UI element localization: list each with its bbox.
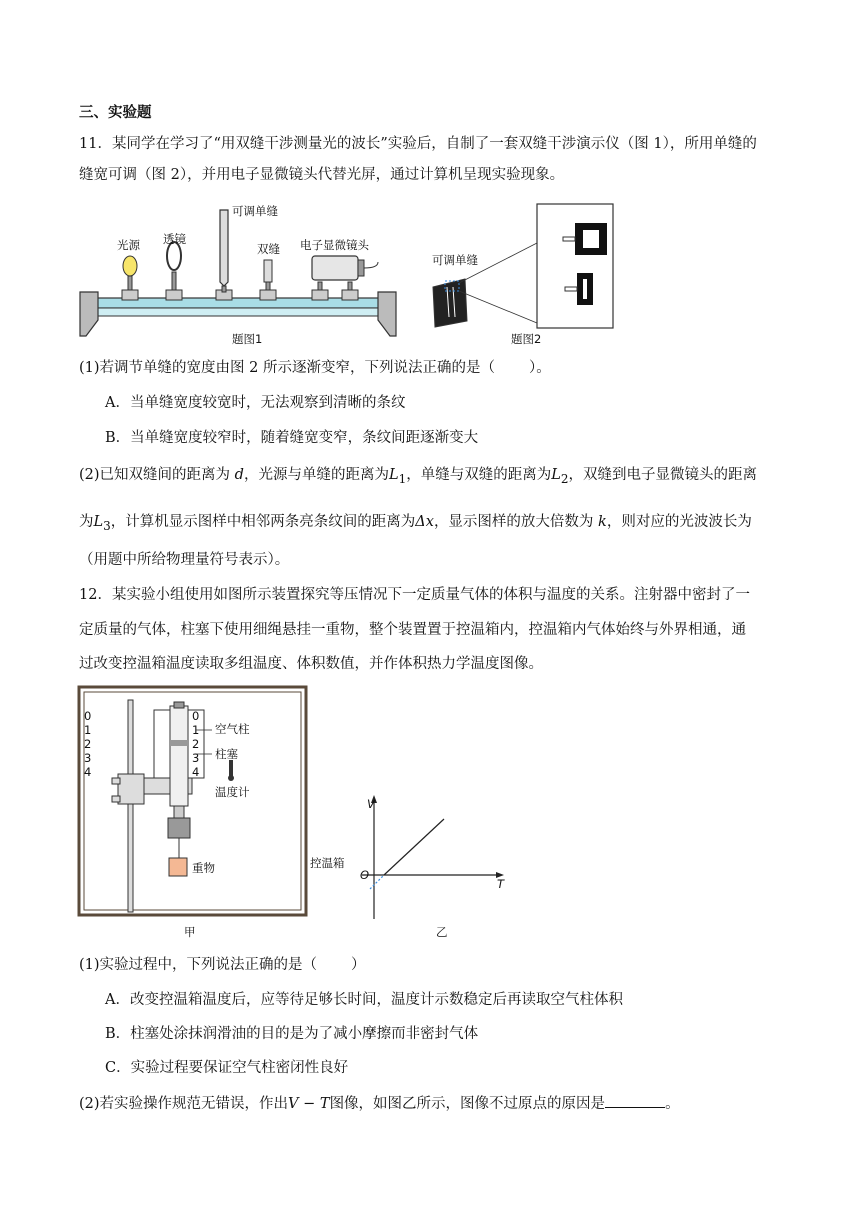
- subscript: 1: [398, 471, 407, 486]
- q11-sub2-line3: （用题中所给物理量符号表示）。: [79, 552, 290, 568]
- text: 为: [79, 514, 94, 530]
- label-microscope: 电子显微镜头: [300, 238, 369, 252]
- text: ，双缝到电子显微镜头的距离: [568, 467, 758, 483]
- scale-tick: 0: [192, 709, 200, 723]
- axis-v-label: V: [367, 797, 375, 811]
- text: 图像，如图乙所示，图像不过原点的原因是: [329, 1096, 606, 1112]
- q12-sub1: [79, 955, 366, 975]
- label-light-source: 光源: [117, 238, 140, 252]
- q11-option-a: A．当单缝宽度较宽时，无法观察到清晰的条纹: [105, 395, 406, 411]
- symbol-d: d: [234, 467, 244, 483]
- label-piston: 柱塞: [215, 747, 238, 761]
- q11-stem-line1: 11．某同学在学习了“用双缝干涉测量光的波长”实验后，自制了一套双缝干涉演示仪（图 1），所用单缝的: [79, 136, 757, 152]
- scale-tick: 1: [84, 723, 92, 737]
- symbol-k: k: [598, 514, 607, 530]
- label-weight: 重物: [192, 861, 215, 875]
- section-title: 三、实验题: [79, 104, 152, 121]
- scale-tick: 2: [192, 737, 200, 751]
- scale-tick: 3: [192, 751, 200, 765]
- scale-tick: 2: [84, 737, 92, 751]
- text: 。: [665, 1096, 680, 1112]
- label-temp-box: 控温箱: [310, 856, 345, 870]
- q11-figure1: [78, 202, 418, 352]
- label-air-column: 空气柱: [215, 722, 250, 736]
- q11-figure2: [425, 203, 615, 333]
- scale-tick: 3: [84, 751, 92, 765]
- subscript: 2: [560, 471, 569, 486]
- symbol-L3: L: [93, 514, 104, 530]
- label-adjustable-slit: 可调单缝: [232, 204, 278, 218]
- figure-yi-caption: 乙: [436, 925, 448, 939]
- text: (2)已知双缝间的距离为: [79, 467, 235, 483]
- scale-tick: 0: [84, 709, 92, 723]
- axis-t-label: T: [497, 877, 505, 891]
- symbol-dx: Δx: [415, 514, 434, 530]
- answer-blank[interactable]: [605, 1093, 665, 1108]
- q12-sub1-text: (1)实验过程中，下列说法正确的是（: [79, 957, 318, 973]
- text: ，显示图样的放大倍数为: [433, 514, 599, 530]
- q12-option-b: B．柱塞处涂抹润滑油的目的是为了减小摩擦而非密封气体: [105, 1026, 479, 1042]
- figure1-caption: 题图1: [232, 332, 263, 346]
- symbol-L2: L: [551, 467, 561, 483]
- q12-option-c: C．实验过程要保证空气柱密闭性良好: [105, 1060, 349, 1076]
- symbol-L1: L: [388, 467, 399, 483]
- label-double-slit: 双缝: [257, 242, 280, 256]
- text: ，计算机显示图样中相邻两条亮条纹间的距离为: [110, 514, 416, 530]
- q11-sub1-end: ）。: [528, 360, 551, 376]
- symbol-vt: V − T: [288, 1096, 330, 1112]
- scale-tick: 1: [192, 723, 200, 737]
- text: ，光源与单缝的距离为: [243, 467, 389, 483]
- text: (2)若实验操作规范无错误，作出: [79, 1096, 289, 1112]
- label-thermometer: 温度计: [215, 785, 250, 799]
- text: ，则对应的光波波长为: [606, 514, 752, 530]
- q12-stem-line3: 过改变控温箱温度读取多组温度、体积数值，并作体积热力学温度图像。: [79, 656, 543, 672]
- q12-sub2: [79, 1093, 680, 1114]
- figure2-caption: 题图2: [511, 332, 542, 346]
- q12-stem-line1: 12．某实验小组使用如图所示装置探究等压情况下一定质量气体的体积与温度的关系。注射器中密封了一: [79, 587, 750, 603]
- scale-tick: 4: [84, 765, 92, 779]
- q11-option-b: B．当单缝宽度较窄时，随着缝宽变窄，条纹间距逐渐变大: [105, 430, 479, 446]
- label-adjustable-slit-2: 可调单缝: [432, 253, 478, 267]
- q11-sub2-line1: [79, 465, 757, 489]
- subscript: 3: [103, 518, 111, 533]
- q12-option-a: A．改变控温箱温度后，应等待足够长时间，温度计示数稳定后再读取空气柱体积: [105, 992, 623, 1008]
- q11-sub2-line2: [79, 512, 752, 536]
- q12-sub1-end: ）: [351, 957, 366, 973]
- q12-figure-yi: [360, 795, 510, 925]
- q11-sub1-text: (1)若调节单缝的宽度由图 2 所示逐渐变窄，下列说法正确的是（: [79, 360, 495, 376]
- origin-label: O: [360, 868, 370, 882]
- label-lens: 透镜: [163, 232, 186, 246]
- figure-jia-caption: 甲: [184, 925, 196, 939]
- q11-stem-line2: 缝宽可调（图 2），并用电子显微镜头代替光屏，通过计算机呈现实验现象。: [79, 167, 565, 183]
- text: ，单缝与双缝的距离为: [406, 467, 552, 483]
- q11-sub1: [79, 358, 551, 378]
- q12-stem-line2: 定质量的气体，柱塞下使用细绳悬挂一重物，整个装置置于控温箱内，控温箱内气体始终与外界相通，通: [79, 622, 746, 638]
- scale-tick: 4: [192, 765, 200, 779]
